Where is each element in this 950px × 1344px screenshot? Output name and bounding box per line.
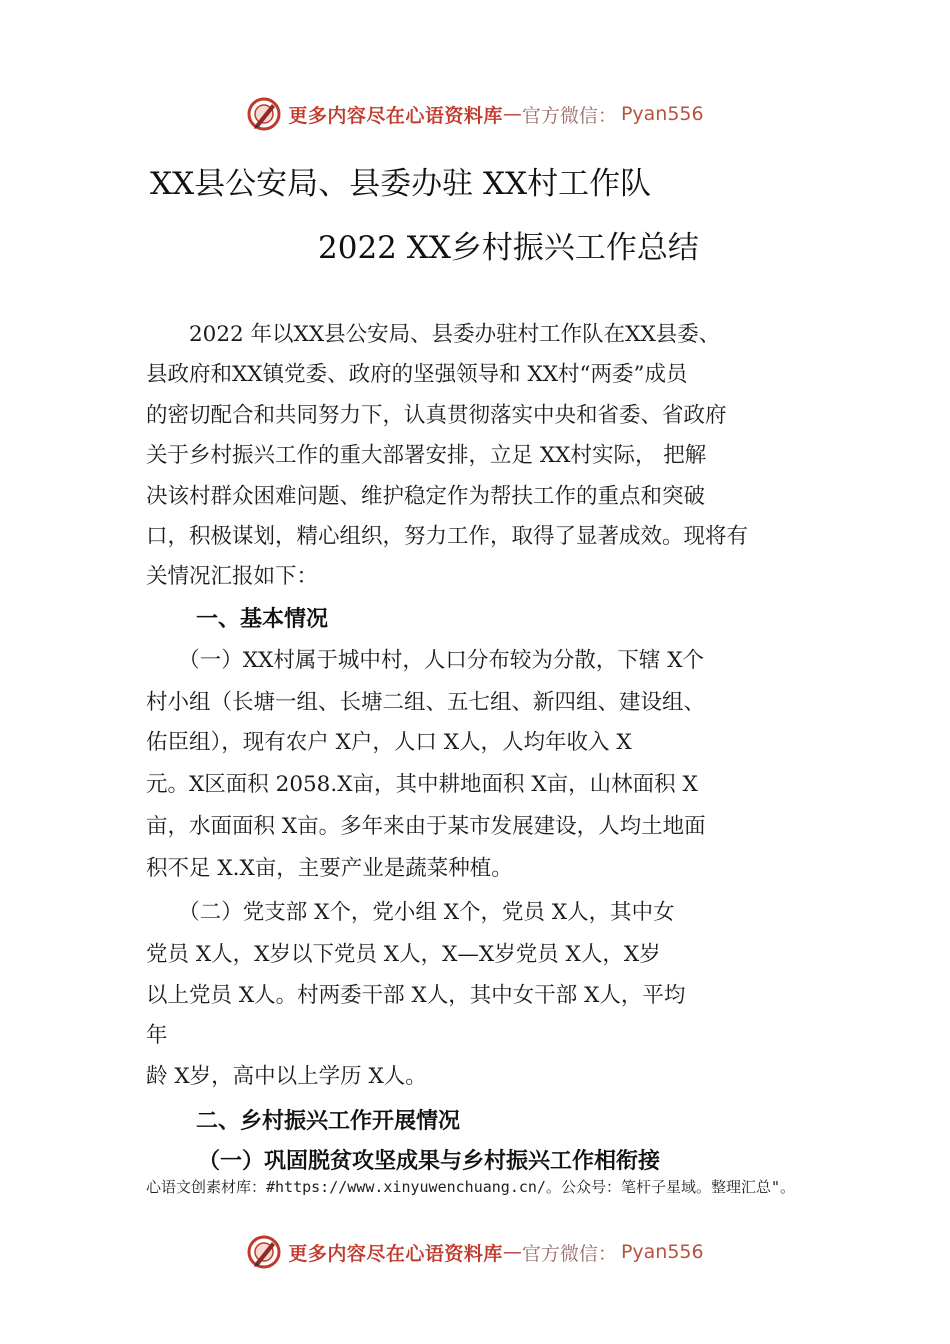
source-footnote: 心语文创素材库：#https://www.xinyuwenchuang.cn/。公众号：笔杆子星域。整理汇总"。 <box>146 1178 795 1196</box>
banner-separator: — <box>502 103 522 125</box>
banner-brand-text: 更多内容尽在心语资料库 <box>288 104 503 127</box>
pen-logo-icon <box>246 96 282 132</box>
banner-brand-text: 更多内容尽在心语资料库 <box>288 1242 503 1265</box>
body-line: 积不足 X.X亩，主要产业是蔬菜种植。 <box>146 856 513 881</box>
body-line: 亩，水面面积 X亩。多年来由于某市发展建设，人均土地面 <box>146 814 706 839</box>
body-line: 口，积极谋划，精心组织，努力工作，取得了显著成效。现将有 <box>146 524 749 549</box>
body-line: 的密切配合和共同努力下，认真贯彻落实中央和省委、省政府 <box>146 403 727 428</box>
bottom-watermark-banner <box>0 1232 950 1272</box>
body-line: （二）党支部 X个，党小组 X个，党员 X人，其中女 <box>146 900 675 925</box>
section-heading-progress: 二、乡村振兴工作开展情况 <box>196 1109 461 1134</box>
banner-wechat-label: 官方微信： <box>521 104 617 127</box>
banner-wechat-label: 官方微信： <box>521 1242 617 1265</box>
body-line: 县政府和XX镇党委、政府的坚强领导和 XX村“两委”成员 <box>146 362 688 387</box>
subsection-heading: （一）巩固脱贫攻坚成果与乡村振兴工作相衔接 <box>198 1148 661 1174</box>
body-line: 佑臣组），现有农户 X户，人口 X人，人均年收入 X <box>146 730 632 755</box>
body-line: 村小组（长塘一组、长塘二组、五七组、新四组、建设组、 <box>146 690 706 715</box>
document-title-line2: 2022 XX乡村振兴工作总结 <box>318 230 699 266</box>
pen-logo-icon <box>246 1234 282 1270</box>
body-line: 年 <box>146 1023 168 1048</box>
document-title-line1: XX县公安局、县委办驻 XX村工作队 <box>150 166 652 202</box>
body-line: 党员 X人，X岁以下党员 X人，X—X岁党员 X人，X岁 <box>146 942 661 967</box>
body-line: （一）XX村属于城中村，人口分布较为分散，下辖 X个 <box>146 648 705 673</box>
body-line: 决该村群众困难问题、维护稳定作为帮扶工作的重点和突破 <box>146 484 706 509</box>
section-heading-basic: 一、基本情况 <box>196 607 329 632</box>
body-line: 元。X区面积 2058.X亩，其中耕地面积 X亩，山林面积 X <box>146 772 698 797</box>
body-line: 以上党员 X人。村两委干部 X人，其中女干部 X人，平均 <box>146 983 686 1008</box>
body-line: 关于乡村振兴工作的重大部署安排，立足 XX村实际， 把解 <box>146 443 707 468</box>
banner-wechat-account: Pyan556 <box>620 103 704 125</box>
banner-wechat-account: Pyan556 <box>620 1241 704 1263</box>
body-line: 2022 年以XX县公安局、县委办驻村工作队在XX县委、 <box>146 322 721 347</box>
banner-separator: — <box>502 1241 522 1263</box>
body-line: 龄 X岁，高中以上学历 X人。 <box>146 1064 427 1089</box>
body-line: 关情况汇报如下： <box>146 564 319 589</box>
top-watermark-banner <box>0 94 950 134</box>
